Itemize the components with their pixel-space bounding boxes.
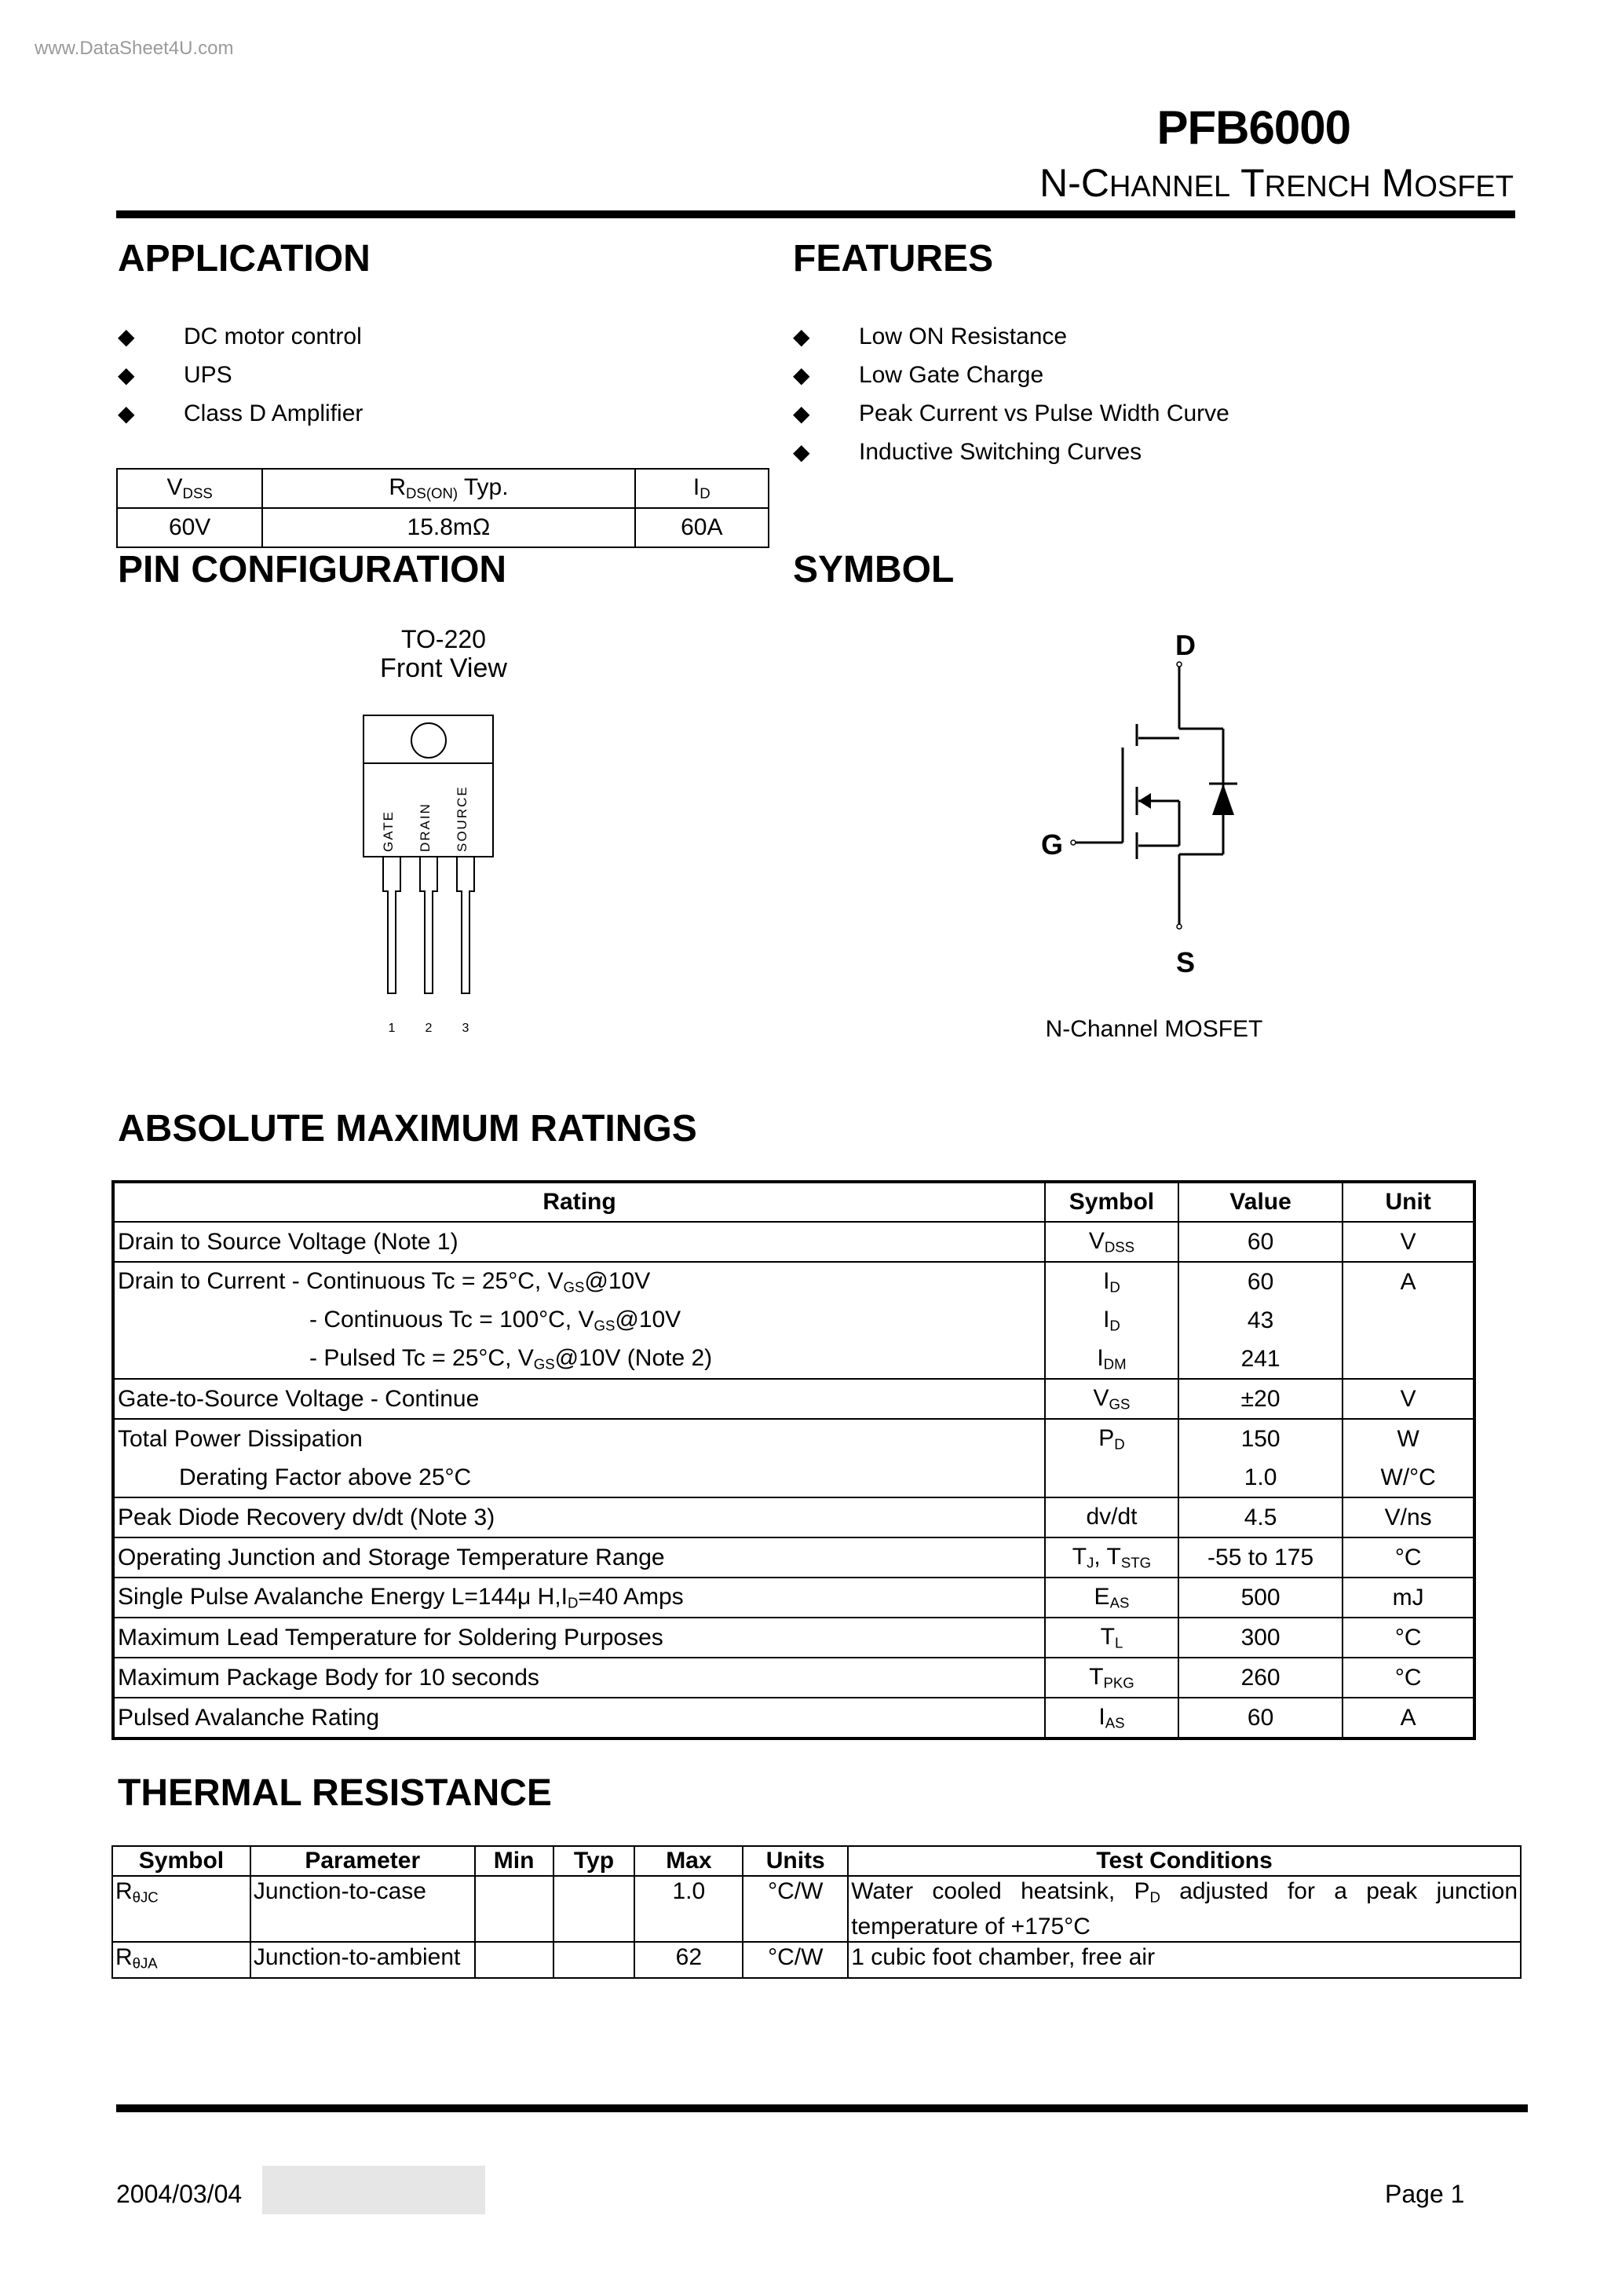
col-header-value: Value — [1178, 1182, 1343, 1222]
diamond-bullet-icon: ◆ — [793, 440, 810, 464]
features-heading: FEATURES — [793, 238, 994, 280]
pin-number-1: 1 — [388, 1022, 396, 1035]
application-heading: APPLICATION — [118, 238, 371, 280]
rdson-header: $R_{DS(ON)}$ Typ. — [262, 469, 634, 508]
diamond-bullet-icon: ◆ — [118, 324, 135, 349]
mounting-hole — [411, 723, 446, 758]
col-header-unit: Unit — [1343, 1182, 1474, 1222]
table-row: Total Power Dissipation $P_D$ 150 W — [113, 1419, 1474, 1458]
device-subtitle: N-CHANNEL TRENCH MOSFET — [1039, 161, 1514, 205]
table-row — [117, 508, 769, 547]
table-row: Maximum Lead Temperature for Soldering Purposes $T_L$ 300 °C — [113, 1618, 1474, 1658]
table-row: Maximum Package Body for 10 seconds $T_{PKG}$ 260 °C — [113, 1658, 1474, 1698]
col-header-min: Min — [475, 1846, 553, 1876]
to220-package-drawing — [345, 707, 542, 1044]
col-header-parameter: Parameter — [250, 1846, 475, 1876]
pin-label-gate: GATE — [381, 810, 396, 852]
table-row: $R_{\theta JA}$ Junction-to-ambient 62 °C/W 1 cubic foot chamber, free air — [112, 1942, 1521, 1979]
diamond-bullet-icon: ◆ — [793, 324, 810, 349]
watermark: www.DataSheet4U.com — [35, 38, 234, 59]
source-terminal — [1177, 924, 1182, 929]
col-header-units: Units — [743, 1846, 848, 1876]
table-row: Drain to Current - Continuous Tc = 25°C, $V_{GS}@10V$ $I_D$ 60 A — [113, 1262, 1474, 1301]
source-label: S — [1175, 946, 1196, 978]
table-row: Drain to Source Voltage (Note 1) $V_{DSS}$ 60 V — [113, 1222, 1474, 1262]
list-item: ◆ UPS — [118, 361, 232, 388]
footer-date: 2004/03/04 — [116, 2180, 243, 2208]
abs-max-heading: ABSOLUTE MAXIMUM RATINGS — [118, 1108, 697, 1150]
col-header-symbol: Symbol — [112, 1846, 250, 1876]
col-header-symbol: Symbol — [1045, 1182, 1178, 1222]
list-item: ◆ Low Gate Charge — [793, 361, 1044, 388]
table-row: Operating Junction and Storage Temperature Range $T_J$, $T_{STG}$ -55 to 175 °C — [113, 1537, 1474, 1578]
header-rule — [116, 210, 1515, 218]
table-row: - Pulsed Tc = 25°C, $V_{GS}@10V$ (Note 2) $I_{DM}$ 241 — [113, 1340, 1474, 1379]
thermal-heading: THERMAL RESISTANCE — [118, 1772, 552, 1814]
table-row: - Continuous Tc = 100°C, $V_{GS}@10V$ $I_D$ 43 — [113, 1301, 1474, 1340]
vdss-header: $V_{DSS}$ — [117, 469, 262, 508]
table-row — [117, 469, 769, 508]
view-label: Front View — [380, 653, 507, 683]
col-header-rating: Rating — [113, 1182, 1045, 1222]
footer-rule — [116, 2104, 1528, 2112]
col-header-max: Max — [634, 1846, 743, 1876]
body-diode-icon — [1212, 784, 1234, 815]
diamond-bullet-icon: ◆ — [118, 401, 135, 426]
table-row: $R_{\theta JC}$ Junction-to-case 1.0 °C/W Water cooled heatsink, $P_D$ adjusted for a peak junction temperature of +175°C — [112, 1876, 1521, 1942]
table-row: Gate-to-Source Voltage - Continue $V_{GS}$ ±20 V — [113, 1379, 1474, 1419]
list-item: ◆ Low ON Resistance — [793, 323, 1068, 349]
pin-leads — [383, 857, 474, 993]
diamond-bullet-icon: ◆ — [118, 363, 135, 387]
symbol-heading: SYMBOL — [793, 549, 955, 590]
page-number: Page 1 — [1385, 2180, 1465, 2208]
table-header-row — [113, 1182, 1474, 1222]
table-row: Derating Factor above 25°C 1.0 W/°C — [113, 1458, 1474, 1497]
drain-terminal — [1177, 662, 1182, 667]
pin-label-source: SOURCE — [455, 785, 469, 852]
key-specs-table — [116, 468, 769, 548]
package-label: TO-220 — [401, 625, 486, 653]
list-item: ◆ Peak Current vs Pulse Width Curve — [793, 400, 1229, 426]
table-row: Pulsed Avalanche Rating $I_{AS}$ 60 A — [113, 1698, 1474, 1738]
table-header-row — [112, 1846, 1521, 1876]
table-row: Peak Diode Recovery dv/dt (Note 3) dv/dt 4.5 V/ns — [113, 1497, 1474, 1537]
col-header-test-conditions: Test Conditions — [848, 1846, 1521, 1876]
features-list — [793, 317, 1229, 471]
abs-max-table — [111, 1180, 1476, 1740]
application-list — [118, 317, 363, 433]
gate-label: G — [1040, 828, 1064, 861]
id-value: 60A — [635, 508, 769, 547]
col-header-typ: Typ — [553, 1846, 635, 1876]
table-row: Single Pulse Avalanche Energy L=144μ $H,I_D=40$ Amps $E_{AS}$ 500 mJ — [113, 1578, 1474, 1618]
pin-number-3: 3 — [462, 1022, 469, 1035]
mosfet-symbol-drawing — [1021, 620, 1272, 982]
diamond-bullet-icon: ◆ — [793, 401, 810, 426]
footer-gray-block — [262, 2166, 485, 2214]
list-item: ◆ DC motor control — [118, 323, 362, 349]
pin-number-2: 2 — [425, 1022, 433, 1035]
part-number: PFB6000 — [1156, 101, 1350, 154]
vdss-value: 60V — [117, 508, 262, 547]
pin-label-drain: DRAIN — [418, 803, 433, 852]
mosfet-symbol-lines — [1076, 666, 1237, 925]
id-header: $I_D$ — [635, 469, 769, 508]
drain-label: D — [1175, 629, 1196, 661]
gate-terminal — [1071, 840, 1076, 845]
list-item: ◆ Inductive Switching Curves — [793, 438, 1142, 465]
rdson-value: 15.8mΩ — [262, 508, 634, 547]
symbol-caption: N-Channel MOSFET — [1045, 1016, 1263, 1042]
pin-config-heading: PIN CONFIGURATION — [118, 549, 507, 590]
list-item: ◆ Class D Amplifier — [118, 400, 363, 426]
channel-arrow-icon — [1138, 793, 1151, 809]
thermal-table — [111, 1845, 1522, 1979]
diamond-bullet-icon: ◆ — [793, 363, 810, 387]
